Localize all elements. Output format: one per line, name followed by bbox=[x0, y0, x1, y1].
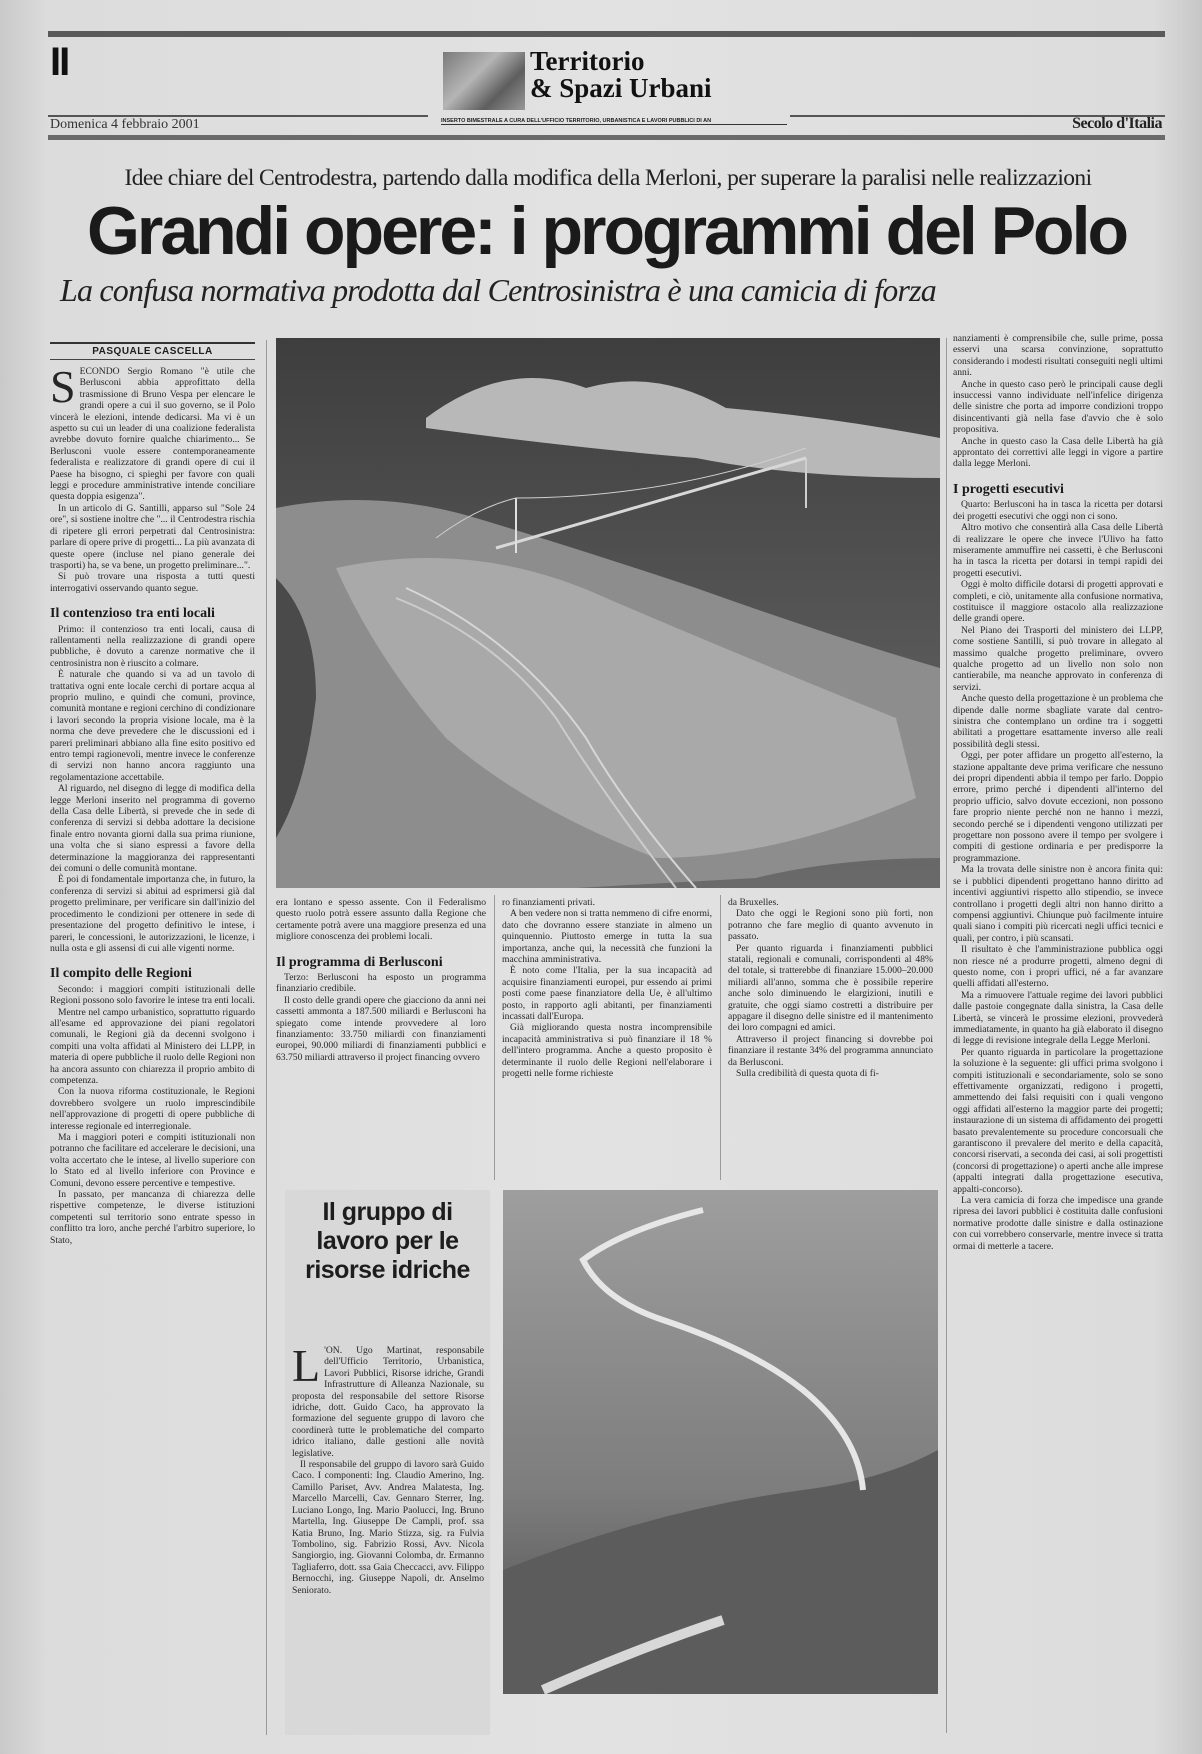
paragraph: Per quanto riguarda i finanziamenti pubblici statali, regionali e comunali, corrispondenti al 48% del totale, si tratterebbe di finanziare 15.000–20.000 miliardi all'anno, somma che è possibile reperire anche solo diminuendo le elargizioni, inutili e gratuite, che oggi siamo costretti a distribuire per appagare il disegno delle sinistre ed il mantenimento dei loro compagni ed amici. bbox=[728, 942, 933, 1034]
column-5 bbox=[953, 333, 1163, 1733]
paragraph: Oggi, per poter affidare un progetto all'esterno, la stazione appaltante deve prima verificare che nessuno dei propri dipendenti abbia il tempo per farlo. Doppio errore, primo perché i dipendenti all'interno del proprio ufficio, salvo dovute eccezioni, non possono fare proprio niente perché non ne hanno i mezzi, secondo perché se i dipendenti vengono utilizzati per progettare non possono avere il tempo per svolgere i compiti di gestione ordinaria e per predisporre la programmazione. bbox=[953, 750, 1163, 864]
column-2 bbox=[276, 897, 486, 1180]
paragraph: era lontano e spesso assente. Con il Federalismo questo ruolo potrà essere assunto dalla Regione che certamente potrà avere una maggiore presenza ed una migliore conoscenza dei problemi locali. bbox=[276, 897, 486, 943]
paragraph: Con la nuova riforma costituzionale, le Regioni dovrebbero svolgere un ruolo imprescindibile nell'approvazione di progetti di opere pubbliche di interesse regionale ed interregionale. bbox=[50, 1086, 255, 1132]
section-heading: Il programma di Berlusconi bbox=[276, 954, 443, 970]
article-kicker: Idee chiare del Centrodestra, partendo dalla modifica della Merloni, per superare la paralisi nelle realizzazioni bbox=[124, 165, 1092, 191]
paragraph: Il costo delle grandi opere che giacciono da anni nei cassetti ammonta a 187.500 miliardi e Berlusconi ha spiegato come intende provvedere al loro finanziamento: 33.750 miliardi con finanziamenti europei, 90.000 miliardi di finanziamenti pubblici e 63.750 miliardi attraverso il project financing ovvero bbox=[276, 994, 486, 1063]
bridge-model-illustration bbox=[276, 338, 940, 888]
paragraph: La vera camicia di forza che impedisce una grande ripresa dei lavori pubblici è costituita dalle confusioni normative prodotte dalle sinistre e dalla ostinazione con cui vorrebbero conservarle, mentre invece si tratta ormai di metterle a tacere. bbox=[953, 1195, 1163, 1252]
sidebar-body bbox=[292, 1345, 484, 1730]
paragraph: Il risultato è che l'amministrazione pubblica oggi non riesce né a produrre progetti, almeno degni di questo nome, con i propri uffici, né a far avanzare quelli affidati all'esterno. bbox=[953, 944, 1163, 990]
paragraph: Attraverso il project financing si dovrebbe poi finanziare il restante 34% del programma annunciato da Berlusconi. bbox=[728, 1033, 933, 1068]
paragraph: Anche in questo caso la Casa delle Libertà ha già approntato dei correttivi alle leggi in vigore a partire dalla legge Merloni. bbox=[953, 435, 1163, 470]
paragraph: In un articolo di G. Santilli, apparso sul "Sole 24 ore", si sostiene inoltre che "... il Centrodestra rischia di ripetere gli errori perpetrati dal Centrosinistra: parlare di opere prive di progetti... La più avanzata di queste opere (incluse nel piano generale dei trasporti) ha, se va bene, un progetto preliminare...". bbox=[50, 502, 255, 571]
dropcap: L bbox=[292, 1345, 321, 1391]
winding-highway-photo bbox=[503, 1190, 938, 1694]
byline: PASQUALE CASCELLA bbox=[50, 342, 255, 360]
highway-illustration bbox=[503, 1190, 938, 1694]
paragraph: ECONDO Sergio Romano "è utile che Berlusconi abbia approfittato della trasmissione di Bruno Vespa per elencare le grandi opere a cui il suo governo, se il Polo vincerà le elezioni, intende dedicarsi. Ma vi è un aspetto su cui un leader di una coalizione federalista avrebbe dovuto fornire qualche chiarimento... Se Berlusconi vuole essere contemporaneamente federalista e realizzatore di grandi opere di cui il Paese ha bisogno, ci spieghi per favore con quali leggi e procedure amministrative intende conciliare questa doppia esigenza". bbox=[50, 366, 255, 503]
column-1 bbox=[50, 366, 255, 1736]
paragraph: Al riguardo, nel disegno di legge di modifica della legge Merloni inserito nel programma di governo della Casa delle Libertà, si prevede che in sede di conferenza di servizi si debba adottare la decisione finale entro novanta giorni dalla sua prima riunione, una volta che si siano espressi a favore della determinazione la maggioranza dei rappresentanti dei comuni o delle comunità montane. bbox=[50, 783, 255, 875]
paragraph: Anche in questo caso però le principali cause degli insuccessi vanno individuate nell'infelice dirigenza delle sinistre che porta ad imporre condizioni troppo disincentivanti già nella fase d'avvio che è solo propositiva. bbox=[953, 378, 1163, 436]
paragraph: Dato che oggi le Regioni sono più forti, non potranno che fare meglio di quanto avvenuto in passato. bbox=[728, 908, 933, 943]
paragraph: Si può trovare una risposta a tutti questi interrogativi osservando quanto segue. bbox=[50, 571, 255, 594]
paragraph: Oggi è molto difficile dotarsi di progetti approvati e completi, e ciò, unitamente alla confusione normativa, costituisce il maggiore ostacolo alla realizzazione delle grandi opere. bbox=[953, 579, 1163, 625]
column-3 bbox=[502, 897, 712, 1180]
paragraph: Altro motivo che consentirà alla Casa delle Libertà di realizzare le opere che invece l'Ulivo ha fatto miseramente ammuffire nei cassetti, è che Berlusconi ha in tasca la ricetta per dotarsi in tempi rapidi dei progetti esecutivi. bbox=[953, 522, 1163, 579]
section-heading: I progetti esecutivi bbox=[953, 481, 1064, 497]
paragraph: È poi di fondamentale importanza che, in futuro, la conferenza di servizi si abitui ad esprimersi già dal progetto preliminare, per verificare sin dall'inizio del procedimento le condizioni per ottenere in sede di presentazione del progetto definitivo le intese, i pareri, le concessioni, le autorizzazioni, le licenze, i nulla osta e gli assensi di cui alle vigenti norme. bbox=[50, 874, 255, 954]
sidebar-title: Il gruppo di lavoro per le risorse idriche bbox=[305, 1198, 470, 1284]
section-heading: Il contenzioso tra enti locali bbox=[50, 606, 215, 622]
column-divider bbox=[494, 895, 495, 1180]
column-divider bbox=[720, 895, 721, 1180]
paragraph: Secondo: i maggiori compiti istituzionali delle Regioni possono solo favorire le intese tra enti locali. bbox=[50, 983, 255, 1007]
paragraph: A ben vedere non si tratta nemmeno di cifre enormi, dato che dovranno essere stanziate in almeno un quinquennio. Piuttosto emerge in tutta la sua importanza, anche qui, la necessità che funzioni la macchina amministrativa. bbox=[502, 908, 712, 966]
paragraph: Anche questo della progettazione è un problema che dipende dalle norme sbagliate varate dal centro-sinistra che contemplano un ordine tra i soggetti abilitati a progettare esattamente inverso alle reali possibilità degli stessi. bbox=[953, 693, 1163, 750]
top-rule bbox=[48, 31, 1165, 37]
issue-date: Domenica 4 febbraio 2001 bbox=[50, 117, 200, 132]
paragraph: Primo: il contenzioso tra enti locali, causa di rallentamenti nella realizzazione di grandi opere pubbliche, è dovuto a carenze normative che il centrosinistra non è riuscito a colmare. bbox=[50, 623, 255, 669]
paragraph: Per quanto riguarda in particolare la progettazione la soluzione è la seguente: gli uffici prima svolgono i compiti istituzionali e secondariamente, solo se sono effettivamente organizzati, redigono i progetti, ammettendo dei falsi requisiti con i quali vengono oggi affidati all'esterno la maggior parte dei progetti; instaurazione di un sistema di affidamento dei progetti basato prevalentemente su procedure concorsuali che garantiscono il prevalere del merito e della capacità, concorsi riservati, a seconda dei casi, ai soli progettisti (concorsi di progettazione) o aperti anche alle imprese (appalti integrati dalla progettazione esecutiva, appalti-concorso). bbox=[953, 1046, 1163, 1195]
masthead-line-2: & Spazi Urbani bbox=[530, 73, 712, 103]
paragraph: Quarto: Berlusconi ha in tasca la ricetta per dotarsi dei progetti esecutivi che oggi non ci sono. bbox=[953, 499, 1163, 522]
paragraph: Nel Piano dei Trasporti del ministero dei LLPP, come sostiene Santilli, si può trovare in allegato al massimo qualche progetto preliminare, ovvero qualche progetto ad un livello non solo non cantierabile, ma neanche approvato in conferenza di servizi. bbox=[953, 624, 1163, 693]
masthead-logo-image bbox=[443, 52, 525, 110]
dropcap: S bbox=[50, 366, 76, 412]
masthead bbox=[530, 48, 712, 102]
paragraph: 'ON. Ugo Martinat, responsabile dell'Ufficio Territorio, Urbanistica, Lavori Pubblici, Risorse idriche, Grandi Infrastrutture di Alleanza Nazionale, su proposta del responsabile del settore Risorse idriche, dott. Guido Caco, ha approvato la formazione del seguente gruppo di lavoro che coordinerà tutte le problematiche del comparto idrico italiano, dalle gestioni alle novità legislative. bbox=[292, 1345, 484, 1459]
header-bottom-rule bbox=[48, 135, 1165, 140]
column-divider bbox=[266, 340, 267, 1735]
masthead-tagline: INSERTO BIMESTRALE A CURA DELL'UFFICIO TERRITORIO, URBANISTICA E LAVORI PUBBLICI DI AN bbox=[441, 118, 787, 125]
article-headline: Grandi opere: i programmi del Polo bbox=[86, 193, 1127, 269]
masthead-line-1: Territorio bbox=[530, 46, 645, 76]
paragraph: È noto come l'Italia, per la sua incapacità ad acquisire finanziamenti europei, pur essendo ai primi posti come paese finanziatore della Ue, è all'ultimo posto, in rapporto agli abitanti, per finanziamenti incassati dall'Europa. bbox=[502, 965, 712, 1023]
paragraph: Terzo: Berlusconi ha esposto un programma finanziario credibile. bbox=[276, 972, 486, 995]
paragraph: Il responsabile del gruppo di lavoro sarà Guido Caco. I componenti: Ing. Claudio Amerino, Ing. Camillo Pariset, Avv. Andrea Malatesta, Ing. Marcello Marcelli, Cav. Gennaro Sterrer, Ing. Luciano Longo, Ing. Mario Paolucci, Ing. Bruno Martella, Ing. Giuseppe De Campli, prof. ssa Katia Bruno, Ing. Mario Stizza, sig. ra Fulvia Tombolino, sig. Fabrizio Rossi, Avv. Nicola Sangiorgio, ing. Giovanni Colomba, dr. Ermanno Tagliaferro, dott. ssa Gaia Checcacci, avv. Filippo Bernocchi, ing. Giuseppe Napoli, dr. Anselmo Seniorato. bbox=[292, 1459, 484, 1596]
paragraph: da Bruxelles. bbox=[728, 897, 779, 908]
paragraph: Sulla credibilità di questa quota di fi- bbox=[736, 1068, 879, 1080]
newspaper-name: Secolo d'Italia bbox=[1072, 115, 1162, 132]
column-4 bbox=[728, 897, 933, 1180]
paragraph: È naturale che quando si va ad un tavolo di trattativa ogni ente locale cerchi di portare acqua al proprio mulino, e quindi che comuni, province, comunità montane e regioni cerchino di condizionare i lavori secondo la propria visione locale, ma è la norma che deve prevedere che le discussioni ed i pareri preliminari abbiano alla fine esito positivo ed entro tempi ragionevoli, mentre invece le conferenze di servizi non hanno ancora raggiunto una regolamentazione accettabile. bbox=[50, 669, 255, 783]
paragraph: ro finanziamenti privati. bbox=[502, 897, 595, 908]
paragraph: Mentre nel campo urbanistico, soprattutto riguardo all'esame ed approvazione dei piani regolatori comunali, le Regioni già da decenni svolgono i compiti una volta affidati al Ministero dei LLPP, in materia di opere pubbliche il ruolo delle Regioni non ha ancora assunto con chiarezza il proprio ambito di competenza. bbox=[50, 1006, 255, 1086]
paragraph: In passato, per mancanza di chiarezza delle rispettive competenze, le diverse istituzioni competenti sul territorio sono entrate spesso in conflitto tra loro, anche perché l'arbitro superiore, lo Stato, bbox=[50, 1189, 255, 1246]
paragraph: Ma i maggiori poteri e compiti istituzionali non potranno che facilitare ed accelerare le decisioni, una volta accertato che le intese, al livello superiore con lo Stato ed al livello inferiore con Province e Comuni, devono essere percentive e tempestive. bbox=[50, 1132, 255, 1189]
page-number: II bbox=[50, 40, 69, 84]
paragraph: Già migliorando questa nostra incomprensibile incapacità amministrativa si può finanziare il 18 % dell'intero programma. Anche a questo proposito è determinante il ruolo delle Regioni nell'elaborare i progetti nelle forme richieste bbox=[502, 1022, 712, 1080]
paragraph: Ma a rimuovere l'attuale regime dei lavori pubblici dalle pastoie congegnate dalla sinistra, la Casa delle Libertà, se vincerà le prossime elezioni, provvederà immediatamente, in quanto ha già elaborato il disegno di legge di revisione integrale della Legge Merloni. bbox=[953, 989, 1163, 1047]
column-divider bbox=[946, 338, 947, 1733]
article-subhead: La confusa normativa prodotta dal Centrosinistra è una camicia di forza bbox=[60, 272, 936, 308]
paragraph: nanziamenti è comprensibile che, sulle prime, possa esservi una scarsa convinzione, soprattutto considerando i modesti risultati conseguiti negli ultimi anni. bbox=[953, 333, 1163, 379]
paragraph: Ma la trovata delle sinistre non è ancora finita qui: se i pubblici dipendenti progettano hanno diritto ad incentivi aggiuntivi rispetto allo stipendio, se invece controllano i progetti degli altri non hanno diritto a compensi aggiuntivi. Chiunque può facilmente intuire quali siano i compiti più ricercati negli uffici tecnici e quali, per contro, i più scansati. bbox=[953, 864, 1163, 944]
bridge-model-photo bbox=[276, 338, 940, 888]
section-heading: Il compito delle Regioni bbox=[50, 966, 192, 982]
